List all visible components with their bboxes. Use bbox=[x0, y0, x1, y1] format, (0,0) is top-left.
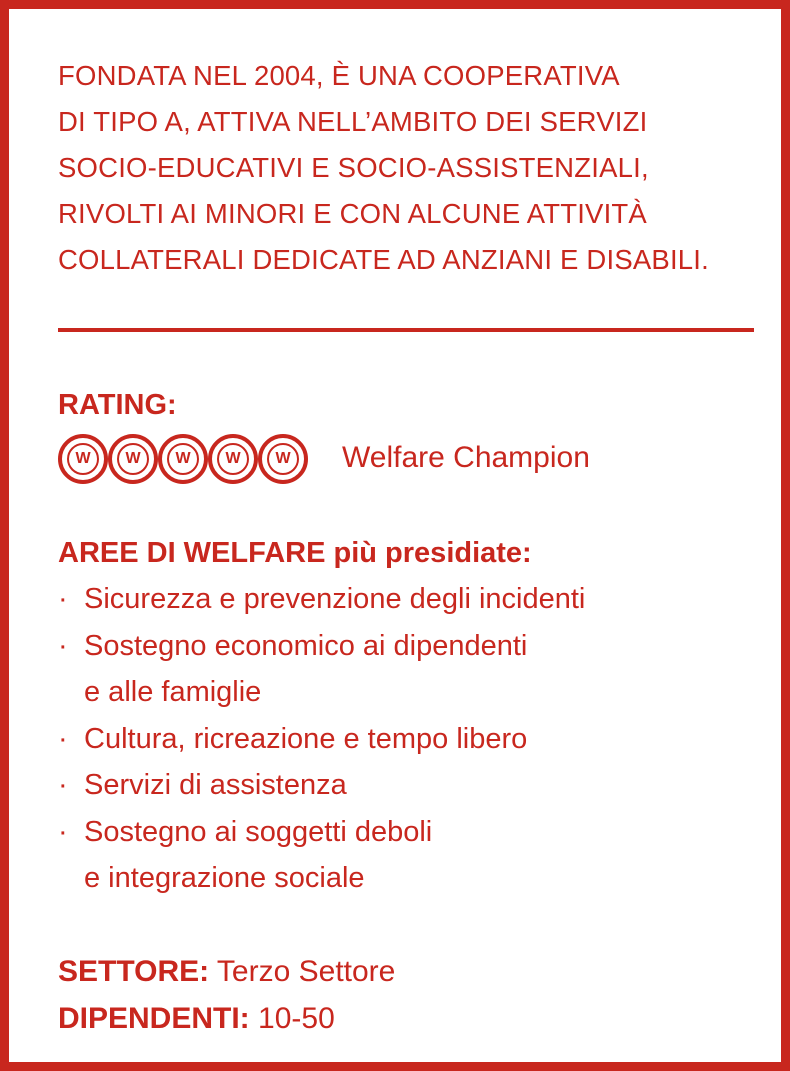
bullet-icon: · bbox=[58, 815, 68, 848]
description-line: DI TIPO A, ATTIVA NELL’AMBITO DEI SERVIZI bbox=[58, 106, 648, 137]
rating-text: Welfare Champion bbox=[342, 441, 590, 474]
badge-letter: W bbox=[175, 450, 191, 467]
badge-letter: W bbox=[125, 450, 141, 467]
welfare-areas-title: AREE DI WELFARE più presidiate: bbox=[58, 537, 532, 569]
w-circle-badge-icon bbox=[258, 434, 308, 484]
list-item-text: e integrazione sociale bbox=[84, 862, 365, 894]
bullet-icon: · bbox=[58, 769, 68, 801]
list-item-text: Servizi di assistenza bbox=[84, 769, 347, 801]
list-item-text: Cultura, ricreazione e tempo libero bbox=[84, 722, 528, 755]
company-description bbox=[58, 53, 758, 283]
w-circle-badge-icon bbox=[58, 434, 108, 484]
list-item-text: Sostegno ai soggetti deboli bbox=[84, 815, 433, 848]
list-item bbox=[58, 716, 758, 763]
description-line: COLLATERALI DEDICATE AD ANZIANI E DISABILI. bbox=[58, 244, 709, 275]
list-item bbox=[58, 809, 758, 902]
list-item-text: Sicurezza e prevenzione degli incidenti bbox=[84, 583, 586, 615]
sector-label: SETTORE: bbox=[58, 955, 210, 988]
employees-label: DIPENDENTI: bbox=[58, 1002, 250, 1035]
welfare-areas-list bbox=[58, 576, 758, 902]
badge-letter: W bbox=[275, 450, 291, 467]
description-line: FONDATA NEL 2004, È UNA COOPERATIVA bbox=[58, 60, 620, 91]
w-circle-badge-icon bbox=[108, 434, 158, 484]
bullet-icon: · bbox=[58, 722, 68, 755]
list-item-text: Sostegno economico ai dipendenti bbox=[84, 629, 528, 662]
list-item bbox=[58, 576, 758, 623]
description-line: SOCIO-EDUCATIVI E SOCIO-ASSISTENZIALI, bbox=[58, 152, 649, 183]
list-item bbox=[58, 623, 758, 716]
section-divider bbox=[58, 328, 754, 332]
rating-row bbox=[58, 434, 758, 484]
bullet-icon: · bbox=[58, 583, 68, 615]
badge-letter: W bbox=[225, 450, 241, 467]
description-line: RIVOLTI AI MINORI E CON ALCUNE ATTIVITÀ bbox=[58, 198, 647, 229]
w-circle-badge-icon bbox=[208, 434, 258, 484]
rating-label: RATING: bbox=[58, 389, 177, 421]
employees-info bbox=[58, 999, 335, 1039]
sector-info bbox=[58, 952, 395, 992]
bullet-icon: · bbox=[58, 629, 68, 662]
sector-value: Terzo Settore bbox=[209, 955, 396, 988]
list-item bbox=[58, 762, 758, 809]
employees-value: 10-50 bbox=[249, 1002, 335, 1035]
badge-letter: W bbox=[75, 450, 91, 467]
list-item-text: e alle famiglie bbox=[84, 676, 262, 708]
w-circle-badge-icon bbox=[158, 434, 208, 484]
